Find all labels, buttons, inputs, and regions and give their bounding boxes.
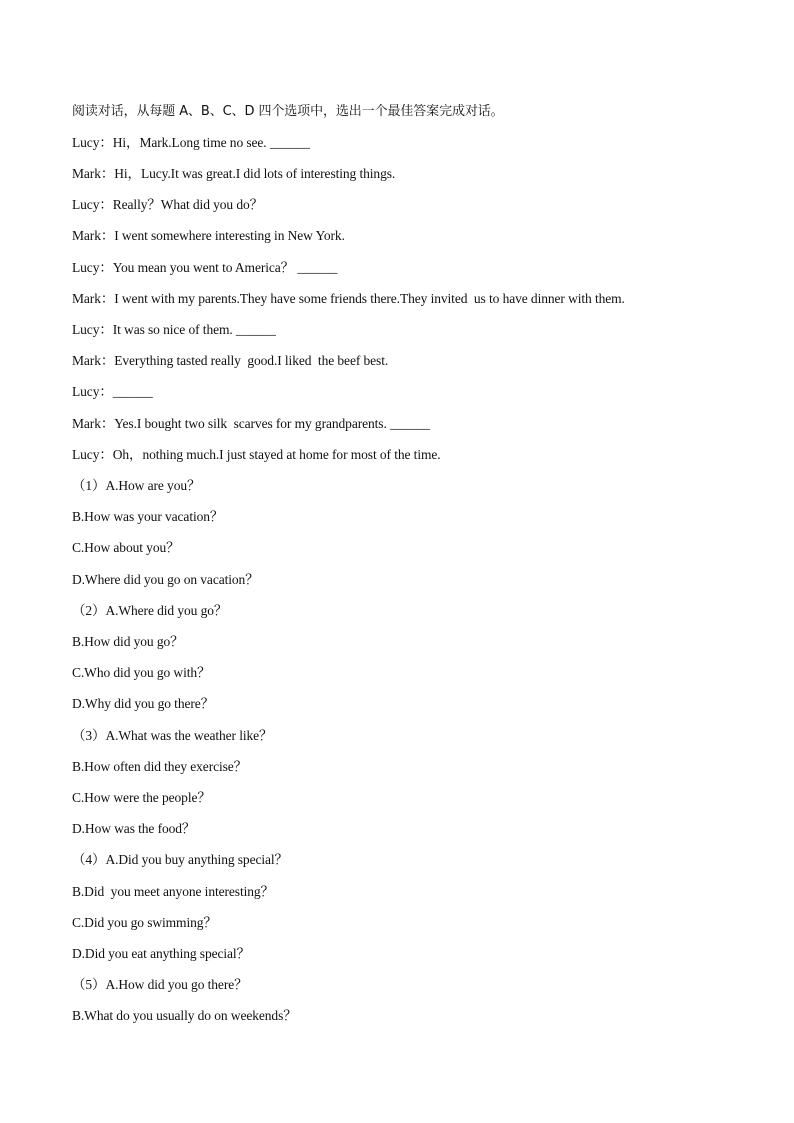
question-option: C.How about you？ (72, 540, 180, 555)
question-option: B.How did you go？ (72, 634, 184, 649)
dialogue-line: Lucy：______ (72, 384, 153, 399)
question-option: （2）A.Where did you go？ (72, 603, 228, 618)
dialogue-line: Lucy：Hi，Mark.Long time no see. ______ (72, 135, 310, 150)
dialogue-line: Lucy：You mean you went to America？ ______ (72, 260, 338, 275)
dialogue-line: Lucy：Really？What did you do？ (72, 197, 264, 212)
question-option: B.How was your vacation？ (72, 509, 224, 524)
dialogue-line: Lucy：Oh，nothing much.I just stayed at home for most of the time. (72, 447, 441, 462)
question-option: （5）A.How did you go there？ (72, 977, 248, 992)
dialogue-line: Lucy：It was so nice of them. ______ (72, 322, 276, 337)
dialogue-line: Mark：I went somewhere interesting in New York. (72, 228, 345, 243)
question-option: （1）A.How are you？ (72, 478, 201, 493)
question-option: C.Did you go swimming？ (72, 915, 217, 930)
dialogue-line: Mark：Yes.I bought two silk scarves for my grandparents. ______ (72, 416, 430, 431)
question-option: （3）A.What was the weather like？ (72, 728, 273, 743)
question-option: D.Did you eat anything special？ (72, 946, 250, 961)
question-option: B.What do you usually do on weekends？ (72, 1008, 297, 1023)
question-option: D.How was the food？ (72, 821, 196, 836)
question-option: B.How often did they exercise？ (72, 759, 248, 774)
question-option: D.Why did you go there？ (72, 696, 215, 711)
question-option: C.How were the people？ (72, 790, 211, 805)
question-option: D.Where did you go on vacation？ (72, 572, 259, 587)
instruction-text: 阅读对话，从每题 A、B、C、D 四个选项中，选出一个最佳答案完成对话。 (72, 104, 504, 119)
question-option: B.Did you meet anyone interesting？ (72, 884, 274, 899)
question-option: C.Who did you go with？ (72, 665, 211, 680)
dialogue-line: Mark：Everything tasted really good.I liked the beef best. (72, 353, 389, 368)
dialogue-line: Mark：I went with my parents.They have some friends there.They invited us to have dinner with them. (72, 291, 625, 306)
question-option: （4）A.Did you buy anything special？ (72, 852, 288, 867)
dialogue-line: Mark：Hi，Lucy.It was great.I did lots of interesting things. (72, 166, 396, 181)
